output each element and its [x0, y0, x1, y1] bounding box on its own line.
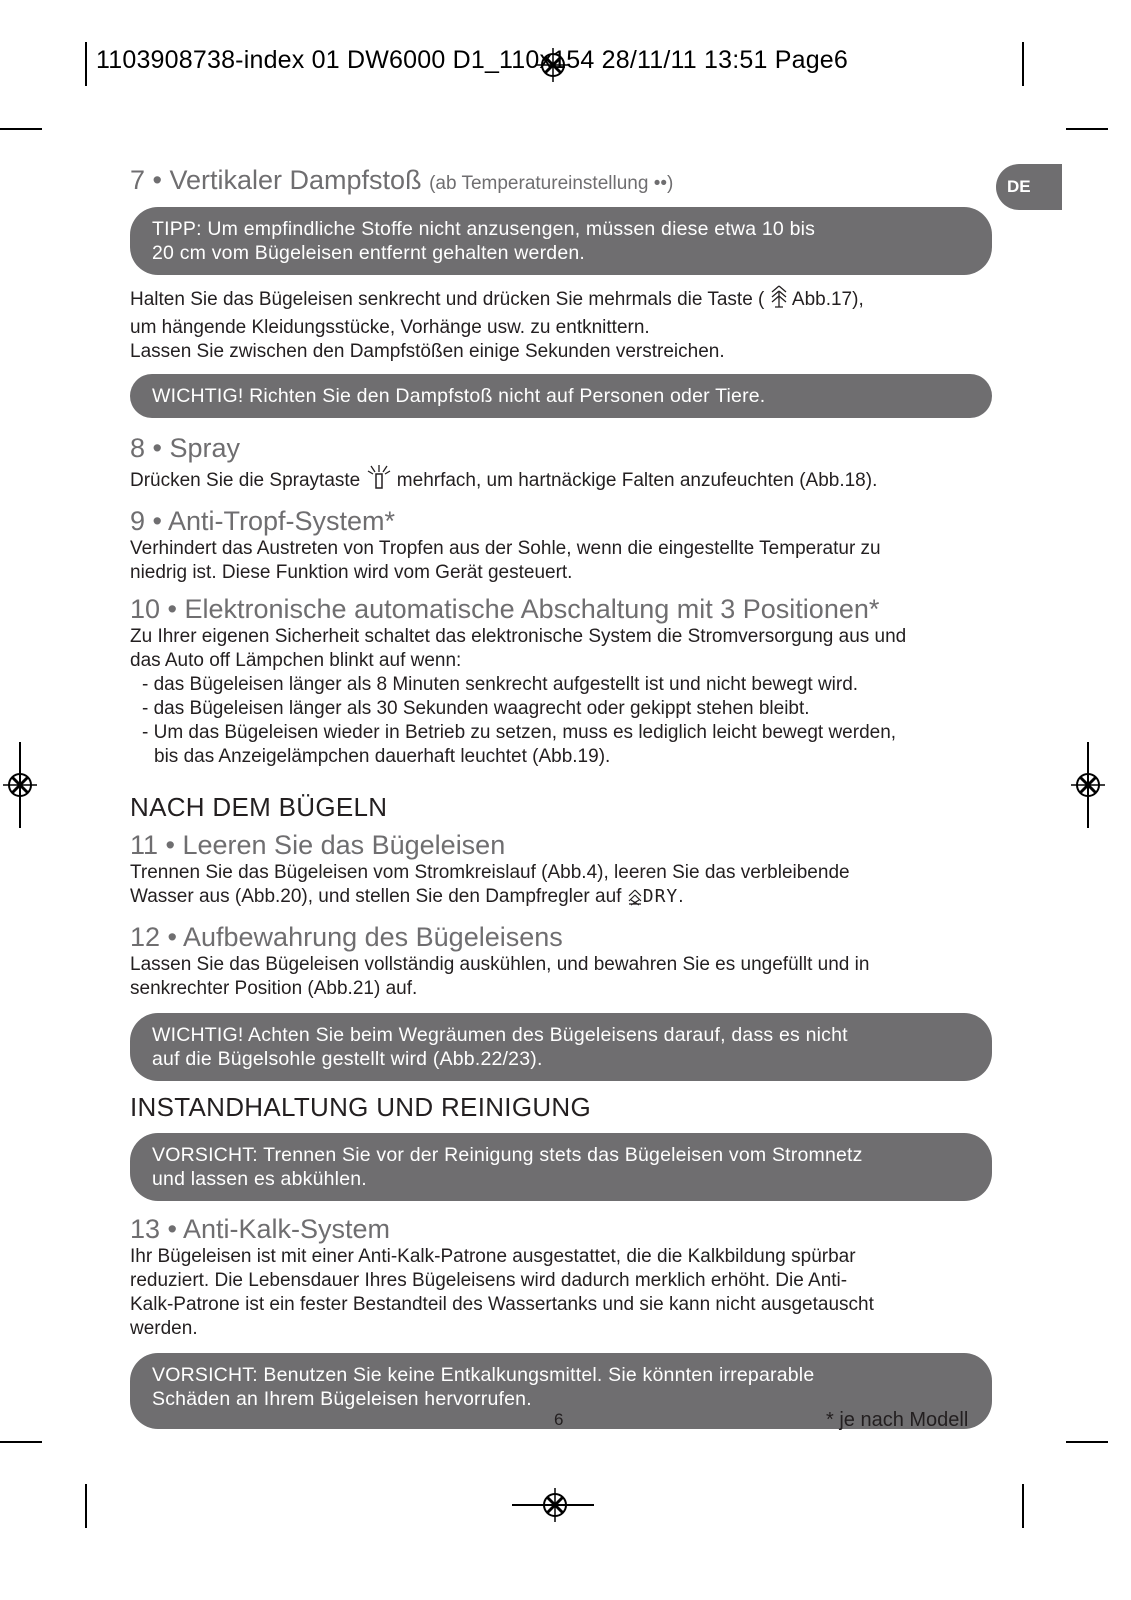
section-10-title: 10 • Elektronische automatische Abschaltung mit 3 Positionen* [130, 594, 880, 624]
section-11-text-end: . [678, 886, 684, 907]
caution-line: VORSICHT: Benutzen Sie keine Entkalkungsmittel. Sie könnten irreparable [152, 1364, 815, 1386]
warning-line: WICHTIG! Achten Sie beim Wegräumen des Bügeleisens darauf, dass es nicht [152, 1024, 848, 1046]
caution-box [130, 1133, 992, 1201]
section-11-title: 11 • Leeren Sie das Bügeleisen [130, 830, 506, 860]
spray-icon [366, 464, 392, 497]
section-12-text: senkrechter Position (Abb.21) auf. [130, 978, 418, 999]
section-12-text: Lassen Sie das Bügeleisen vollständig auskühlen, und bewahren Sie es ungefüllt und in [130, 954, 870, 975]
crop-mark [1066, 128, 1108, 130]
section-13-text: Ihr Bügeleisen ist mit einer Anti-Kalk-Patrone ausgestattet, die die Kalkbildung spürbar [130, 1246, 856, 1267]
page-number: 6 [554, 1410, 564, 1429]
list-item: - Um das Bügeleisen wieder in Betrieb zu setzen, muss es lediglich leicht bewegt werden, [142, 722, 897, 743]
section-10-text: das Auto off Lämpchen blinkt auf wenn: [130, 650, 462, 671]
section-7-text: um hängende Kleidungsstücke, Vorhänge usw. zu entknittern. [130, 317, 650, 338]
section-13-text: Kalk-Patrone ist ein fester Bestandteil des Wassertanks und sie kann nicht ausgetauscht [130, 1294, 874, 1315]
warning-box [130, 1013, 992, 1081]
section-7-title-text: 7 • Vertikaler Dampfstoß [130, 165, 422, 195]
caution-line: Schäden an Ihrem Bügeleisen hervorrufen. [152, 1388, 532, 1410]
section-7-text: Halten Sie das Bügeleisen senkrecht und drücken Sie mehrmals die Taste ( [130, 289, 765, 310]
section-13-title: 13 • Anti-Kalk-System [130, 1214, 391, 1244]
warning-line: auf die Bügelsohle gestellt wird (Abb.22/23). [152, 1048, 543, 1070]
section-13-text: werden. [130, 1318, 198, 1339]
list-item: - das Bügeleisen länger als 30 Sekunden waagrecht oder gekippt stehen bleibt. [142, 698, 810, 719]
section-8-text-end: mehrfach, um hartnäckige Falten anzufeuchten (Abb.18). [396, 470, 878, 491]
crop-mark [1066, 1441, 1108, 1443]
vertical-steam-icon [770, 285, 788, 316]
list-item-continuation: bis das Anzeigelämpchen dauerhaft leuchtet (Abb.19). [154, 746, 611, 767]
caution-line: und lassen es abkühlen. [152, 1168, 367, 1190]
print-slug: 1103908738-index 01 DW6000 D1_110x154 28/11/11 13:51 Page6 [96, 46, 849, 74]
section-7-text-end: Abb.17), [791, 289, 864, 310]
crop-mark [512, 1504, 594, 1506]
section-10-text: Zu Ihrer eigenen Sicherheit schaltet das elektronische System die Stromversorgung aus und [130, 626, 907, 647]
section-11-text [130, 885, 992, 913]
tip-line: 20 cm vom Bügeleisen entfernt gehalten werden. [152, 242, 586, 264]
warning-box: WICHTIG! Richten Sie den Dampfstoß nicht auf Personen oder Tiere. [130, 374, 992, 418]
language-tab: DE [996, 164, 1062, 210]
chapter-heading: INSTANDHALTUNG UND REINIGUNG [130, 1092, 592, 1122]
crop-mark [0, 128, 42, 130]
section-12-title: 12 • Aufbewahrung des Bügeleisens [130, 922, 563, 952]
section-11-text-start: Wasser aus (Abb.20), und stellen Sie den Dampfregler auf [130, 886, 622, 907]
section-7-paragraph [130, 285, 992, 316]
dry-label: DRY [642, 886, 679, 907]
chapter-heading: NACH DEM BÜGELN [130, 792, 388, 822]
crop-mark [1022, 42, 1024, 86]
crop-mark [1022, 1484, 1024, 1528]
tip-line: TIPP: Um empfindliche Stoffe nicht anzusengen, müssen diese etwa 10 bis [152, 218, 816, 240]
list-item: - das Bügeleisen länger als 8 Minuten senkrecht aufgestellt ist und nicht bewegt wird. [142, 674, 859, 695]
crop-mark [85, 1484, 87, 1528]
dry-steam-icon [627, 888, 643, 913]
section-8-title: 8 • Spray [130, 433, 241, 463]
crop-mark [0, 1441, 42, 1443]
section-8-text-start: Drücken Sie die Spraytaste [130, 470, 361, 491]
section-8-text [130, 464, 992, 497]
section-11-text: Trennen Sie das Bügeleisen vom Stromkreislauf (Abb.4), leeren Sie das verbleibende [130, 862, 850, 883]
footnote: * je nach Modell [826, 1409, 969, 1431]
registration-mark-icon [3, 768, 37, 802]
section-7-text: Lassen Sie zwischen den Dampfstößen einige Sekunden verstreichen. [130, 341, 725, 362]
section-7-title [130, 164, 992, 200]
registration-mark-icon [1071, 768, 1105, 802]
section-7-subtitle: (ab Temperatureinstellung ••) [429, 173, 674, 194]
section-9-text: Verhindert das Austreten von Tropfen aus der Sohle, wenn die eingestellte Temperatur zu [130, 538, 881, 559]
section-13-text: reduziert. Die Lebensdauer Ihres Bügeleisens wird dadurch merklich erhöht. Die Anti- [130, 1270, 848, 1291]
caution-line: VORSICHT: Trennen Sie vor der Reinigung stets das Bügeleisen vom Stromnetz [152, 1144, 863, 1166]
section-9-text: niedrig ist. Diese Funktion wird vom Gerät gesteuert. [130, 562, 573, 583]
tip-box [130, 207, 992, 275]
crop-mark [85, 42, 87, 86]
condition-list [130, 673, 992, 769]
section-9-title: 9 • Anti-Tropf-System* [130, 506, 396, 536]
page-content [130, 164, 992, 1429]
